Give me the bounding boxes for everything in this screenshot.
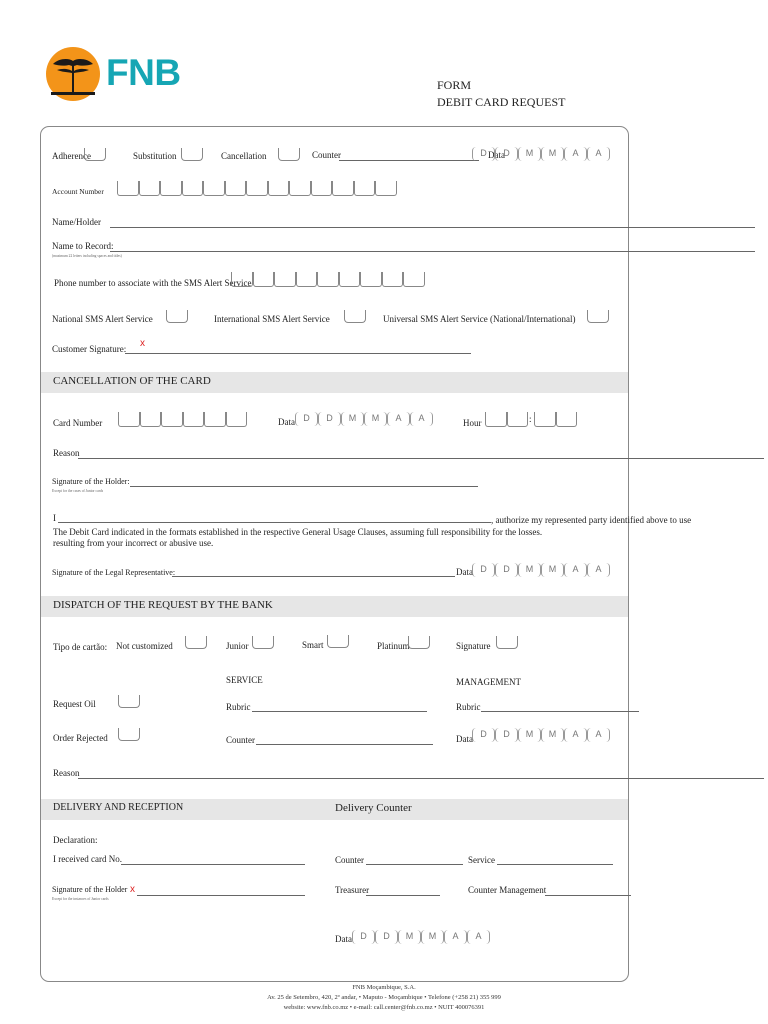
day-cell: D	[495, 728, 518, 742]
year-cell: A	[587, 147, 610, 161]
month-cell: M	[364, 412, 387, 426]
year-cell: A	[467, 930, 490, 944]
junior-checkbox[interactable]	[252, 636, 274, 649]
cancel-date-label: Data	[278, 417, 295, 427]
delivery-signature-x-mark: x	[130, 884, 135, 895]
legal-rep-signature-label: Signature of the Legal Representative:	[52, 568, 176, 577]
delivery-holder-signature-input[interactable]	[137, 895, 305, 896]
day-cell: D	[495, 147, 518, 161]
account-number-label: Account Number	[52, 187, 104, 196]
request-oil-label: Request Oil	[53, 699, 96, 709]
request-date-label: Data	[488, 150, 505, 160]
received-card-label: I received card No.	[53, 854, 122, 864]
cancellation-section-header	[41, 372, 628, 393]
smart-label: Smart	[302, 640, 324, 650]
phone-sms-input[interactable]	[231, 272, 425, 287]
logo-text: FNB	[106, 52, 181, 93]
year-cell: A	[564, 728, 587, 742]
name-to-record-label: Name to Record:	[52, 241, 114, 251]
holder-signature-note: Except for the cases of Junior cards	[52, 489, 104, 493]
hour-input[interactable]	[485, 412, 528, 427]
day-cell: D	[472, 147, 495, 161]
delivery-service-label: Service	[468, 855, 495, 865]
junior-label: Junior	[226, 641, 249, 651]
name-holder-input[interactable]	[110, 227, 755, 228]
account-number-input[interactable]	[117, 181, 397, 196]
dispatch-reason-input[interactable]	[78, 778, 764, 779]
hour-separator: :	[529, 414, 532, 424]
cancel-reason-input[interactable]	[78, 458, 764, 459]
management-rubric-input[interactable]	[481, 711, 639, 712]
international-sms-label: International SMS Alert Service	[214, 314, 330, 324]
day-cell: D	[495, 563, 518, 577]
minute-input[interactable]	[534, 412, 577, 427]
name-to-record-note: (maximum 22 letters including spaces and titles)	[52, 254, 122, 258]
card-number-label: Card Number	[53, 418, 103, 428]
cancellation-label: Cancellation	[221, 151, 267, 161]
name-to-record-input[interactable]	[110, 251, 755, 252]
month-cell: M	[518, 728, 541, 742]
dispatch-reason-label: Reason	[53, 768, 80, 778]
day-cell: D	[472, 728, 495, 742]
year-cell: A	[410, 412, 433, 426]
authorize-prefix: I	[53, 513, 56, 523]
card-type-label: Tipo de cartão:	[53, 642, 108, 652]
month-cell: M	[541, 728, 564, 742]
month-cell: M	[518, 147, 541, 161]
year-cell: A	[387, 412, 410, 426]
year-cell: A	[564, 563, 587, 577]
year-cell: A	[587, 563, 610, 577]
holder-signature-label: Signature of the Holder:	[52, 477, 130, 486]
service-counter-label: Counter	[226, 735, 255, 745]
dispatch-section-title: DISPATCH OF THE REQUEST BY THE BANK	[53, 599, 273, 611]
hour-label: Hour	[463, 418, 482, 428]
service-rubric-input[interactable]	[252, 711, 427, 712]
request-oil-checkbox[interactable]	[118, 695, 140, 708]
day-cell: D	[472, 563, 495, 577]
delivery-counter-heading: Delivery Counter	[335, 802, 412, 814]
month-cell: M	[541, 563, 564, 577]
management-heading: MANAGEMENT	[456, 677, 521, 687]
dispatch-date-input[interactable]	[472, 728, 610, 742]
order-rejected-label: Order Rejected	[53, 733, 108, 743]
adherence-label: Adherence	[52, 151, 91, 161]
footer-company: FNB Moçambique, S.A.	[352, 984, 416, 991]
treasurer-label: Treasurer	[335, 885, 370, 895]
phone-sms-label: Phone number to associate with the SMS Alert Service	[54, 278, 252, 288]
day-cell: D	[352, 930, 375, 944]
request-date-input[interactable]	[472, 147, 610, 161]
card-number-input[interactable]	[118, 412, 247, 427]
footer-web: website: www.fnb.co.mz • e-mail: call.center@fnb.co.mz • NUIT 400076391	[283, 1004, 485, 1011]
delivery-counter-input[interactable]	[366, 864, 463, 865]
day-cell: D	[375, 930, 398, 944]
smart-checkbox[interactable]	[327, 635, 349, 648]
dispatch-section-header	[41, 596, 628, 617]
month-cell: M	[421, 930, 444, 944]
month-cell: M	[541, 147, 564, 161]
month-cell: M	[341, 412, 364, 426]
authorizer-name-input[interactable]	[58, 522, 491, 523]
legal-rep-date-label: Data	[456, 567, 473, 577]
not-customized-checkbox[interactable]	[185, 636, 207, 649]
delivery-section-title: DELIVERY AND RECEPTION	[53, 802, 184, 813]
year-cell: A	[444, 930, 467, 944]
service-heading: SERVICE	[226, 675, 263, 685]
dispatch-signature-label: Signature	[456, 641, 491, 651]
day-cell: D	[295, 412, 318, 426]
substitution-checkbox[interactable]	[181, 148, 203, 161]
authorize-suffix: , authorize my represented party identified above to use	[491, 515, 692, 525]
holder-signature-input[interactable]	[130, 486, 478, 487]
signature-x-mark: x	[140, 338, 145, 349]
received-card-input[interactable]	[121, 864, 305, 865]
counter-label: Counter	[312, 150, 341, 160]
year-cell: A	[564, 147, 587, 161]
customer-signature-label: Customer Signature:	[52, 344, 127, 354]
delivery-date-label: Data	[335, 934, 352, 944]
platinum-checkbox[interactable]	[408, 636, 430, 649]
national-sms-checkbox[interactable]	[166, 310, 188, 323]
adherence-checkbox[interactable]	[84, 148, 106, 161]
universal-sms-label: Universal SMS Alert Service (National/International)	[383, 314, 576, 324]
authorize-line-2: The Debit Card indicated in the formats established in the respective General Usage Clauses, assuming full responsibility for the losses.	[53, 527, 543, 537]
customer-signature-input[interactable]	[125, 353, 471, 354]
universal-sms-checkbox[interactable]	[587, 310, 609, 323]
international-sms-checkbox[interactable]	[344, 310, 366, 323]
national-sms-label: National SMS Alert Service	[52, 314, 153, 324]
order-rejected-checkbox[interactable]	[118, 728, 140, 741]
cancellation-section-title: CANCELLATION OF THE CARD	[53, 375, 211, 387]
cancel-reason-label: Reason	[53, 448, 80, 458]
cancel-date-input[interactable]	[295, 412, 433, 426]
platinum-label: Platinum	[377, 641, 410, 651]
dispatch-signature-checkbox[interactable]	[496, 636, 518, 649]
delivery-holder-signature-label: Signature of the Holder	[52, 885, 128, 894]
form-label: FORM	[437, 78, 472, 92]
form-frame	[40, 126, 629, 982]
treasurer-input[interactable]	[366, 895, 440, 896]
legal-rep-date-input[interactable]	[472, 563, 610, 577]
day-cell: D	[318, 412, 341, 426]
delivery-service-input[interactable]	[497, 864, 613, 865]
authorize-line-3: resulting from your incorrect or abusive use.	[53, 538, 214, 548]
delivery-date-input[interactable]	[352, 930, 490, 944]
delivery-signature-note: Except for the instances of Junior cards	[52, 897, 109, 901]
cancellation-checkbox[interactable]	[278, 148, 300, 161]
not-customized-label: Not customized	[116, 641, 173, 651]
month-cell: M	[398, 930, 421, 944]
name-holder-label: Name/Holder	[52, 217, 101, 227]
substitution-label: Substitution	[133, 151, 177, 161]
month-cell: M	[518, 563, 541, 577]
footer-address: Av. 25 de Setembro, 420, 2º andar, • Maputo - Moçambique • Telefone (+258 21) 355 999	[267, 994, 501, 1001]
year-cell: A	[587, 728, 610, 742]
service-counter-input[interactable]	[256, 744, 433, 745]
counter-management-label: Counter Management	[468, 885, 547, 895]
service-rubric-label: Rubric	[226, 702, 251, 712]
declaration-label: Declaration:	[53, 835, 98, 845]
legal-rep-signature-input[interactable]	[172, 576, 455, 577]
management-rubric-label: Rubric	[456, 702, 481, 712]
dispatch-date-label: Data	[456, 734, 473, 744]
delivery-counter-label: Counter	[335, 855, 364, 865]
form-title: DEBIT CARD REQUEST	[437, 95, 566, 109]
counter-input[interactable]	[339, 160, 479, 161]
acacia-tree-logo-icon	[45, 46, 101, 102]
counter-management-input[interactable]	[545, 895, 631, 896]
